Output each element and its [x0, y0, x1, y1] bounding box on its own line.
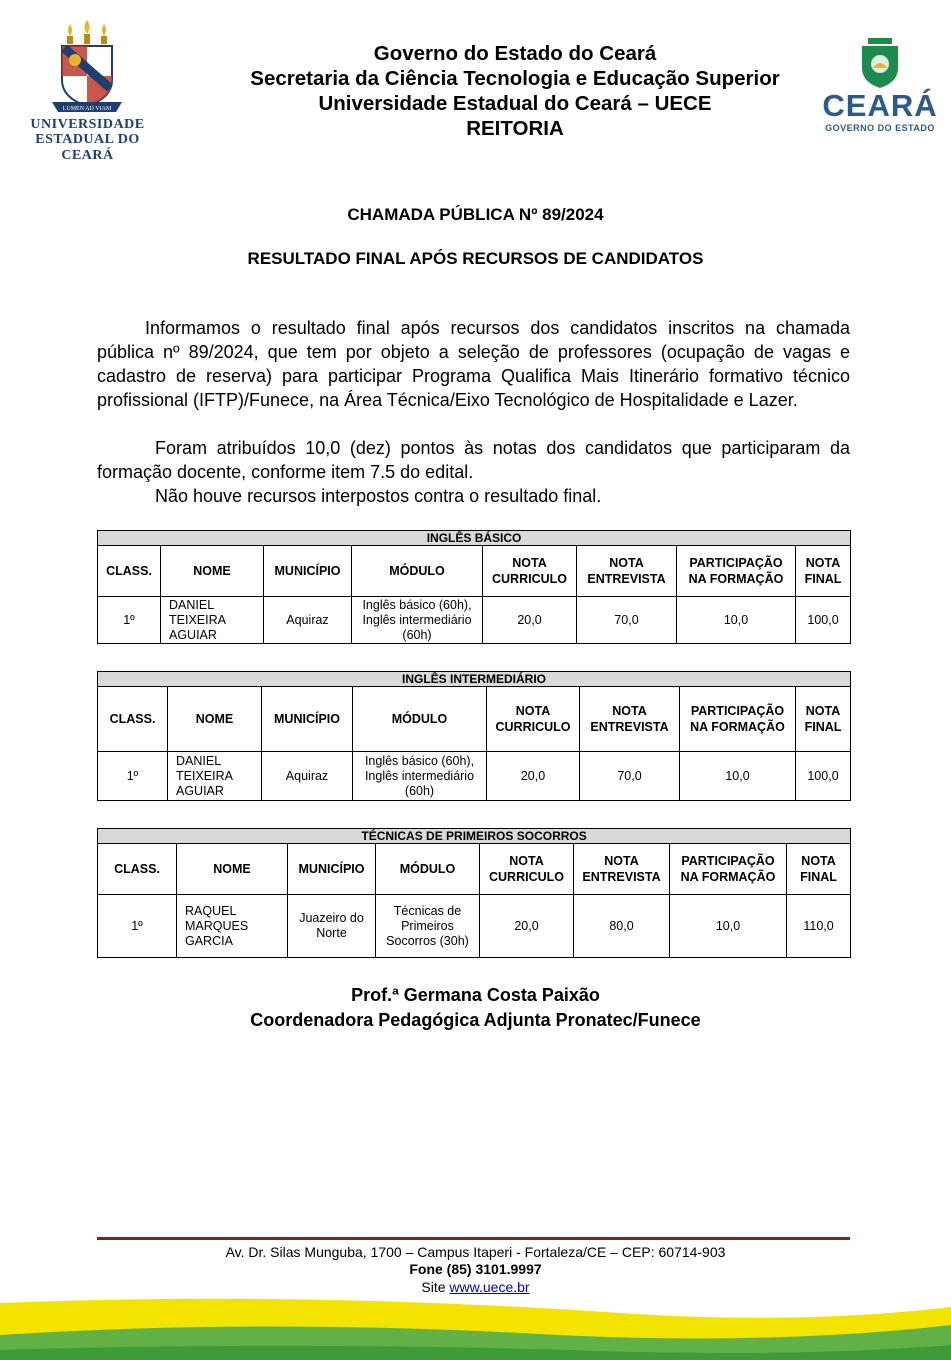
cell-municipality: Juazeiro do Norte	[288, 895, 376, 958]
col-header-training-participation: PARTICIPAÇÃO NA FORMAÇÃO	[670, 844, 787, 895]
col-header-name: NOME	[168, 687, 262, 752]
col-header-interview-grade: NOTA ENTREVISTA	[577, 546, 677, 597]
cell-module: Inglês básico (60h), Inglês intermediário (60h)	[352, 597, 483, 644]
header-rectory: REITORIA	[466, 117, 564, 140]
cell-curriculum-grade: 20,0	[487, 752, 580, 801]
call-title: CHAMADA PÚBLICA Nº 89/2024	[347, 205, 604, 224]
cell-module: Inglês básico (60h), Inglês intermediário (60h)	[353, 752, 487, 801]
header-government: Governo do Estado do Ceará	[373, 42, 657, 65]
col-header-municipality: MUNICÍPIO	[288, 844, 376, 895]
cell-class: 1º	[98, 752, 168, 801]
cell-class: 1º	[98, 597, 161, 644]
cell-interview-grade: 70,0	[577, 597, 677, 644]
footer-site-label: Site	[421, 1279, 446, 1295]
cell-name: DANIEL TEIXEIRA AGUIAR	[168, 752, 262, 801]
table-row	[98, 597, 851, 644]
table-row	[98, 895, 851, 958]
result-title: RESULTADO FINAL APÓS RECURSOS DE CANDIDATOS	[247, 249, 704, 268]
header-secretariat: Secretaria da Ciência Tecnologia e Educação Superior	[250, 67, 780, 90]
table-row	[98, 752, 851, 801]
paragraph-intro: Informamos o resultado final após recursos dos candidatos inscritos na chamada pública nº 89/2024, que tem por objeto a seleção de professores (ocupação de vagas e cadastro de reserva) para participar Programa Qualifica Mais Itinerário formativo técnico profissional (IFTP)/Funece, na Área Técnica/Eixo Tecnológico de Hospitalidade e Lazer.	[97, 318, 850, 410]
col-header-interview-grade: NOTA ENTREVISTA	[580, 687, 680, 752]
col-header-municipality: MUNICÍPIO	[264, 546, 352, 597]
cell-interview-grade: 80,0	[574, 895, 670, 958]
col-header-curriculum-grade: NOTA CURRICULO	[487, 687, 580, 752]
cell-curriculum-grade: 20,0	[480, 895, 574, 958]
col-header-module: MÓDULO	[352, 546, 483, 597]
col-header-final-grade: NOTA FINAL	[796, 687, 851, 752]
results-table-ingles-basico	[97, 530, 851, 644]
col-header-name: NOME	[161, 546, 264, 597]
cell-municipality: Aquiraz	[262, 752, 353, 801]
ceara-shield-icon	[815, 36, 945, 88]
col-header-training-participation: PARTICIPAÇÃO NA FORMAÇÃO	[680, 687, 796, 752]
col-header-curriculum-grade: NOTA CURRICULO	[483, 546, 577, 597]
cell-final-grade: 110,0	[787, 895, 851, 958]
uece-name-line2: ESTADUAL DO CEARÁ	[35, 132, 140, 163]
col-header-class: CLASS.	[98, 844, 177, 895]
paragraph-points: Foram atribuídos 10,0 (dez) pontos às notas dos candidatos que participaram da formação docente, conforme item 7.5 do edital.	[97, 438, 850, 482]
footer-site	[0, 1279, 951, 1295]
signature-role: Coordenadora Pedagógica Adjunta Pronatec/Funece	[250, 1010, 701, 1030]
footer-site-link[interactable]: www.uece.br	[449, 1279, 530, 1295]
col-header-name: NOME	[177, 844, 288, 895]
signature-name: Prof.ª Germana Costa Paixão	[351, 985, 600, 1005]
table-group-title: INGLÊS BÁSICO	[98, 531, 851, 546]
col-header-module: MÓDULO	[376, 844, 480, 895]
cell-final-grade: 100,0	[796, 597, 851, 644]
col-header-curriculum-grade: NOTA CURRICULO	[480, 844, 574, 895]
cell-municipality: Aquiraz	[264, 597, 352, 644]
ceara-government-logo	[815, 36, 945, 136]
col-header-class: CLASS.	[98, 546, 161, 597]
table-group-title: INGLÊS INTERMEDIÁRIO	[98, 672, 851, 687]
cell-name: RAQUEL MARQUES GARCIA	[177, 895, 288, 958]
svg-text:LUMEN AD VIAM: LUMEN AD VIAM	[62, 106, 112, 112]
cell-interview-grade: 70,0	[580, 752, 680, 801]
results-table-ingles-intermediario	[97, 671, 851, 801]
footer-address: Av. Dr. Silas Munguba, 1700 – Campus Itaperi - Fortaleza/CE – CEP: 60714-903	[225, 1244, 726, 1260]
cell-training-participation: 10,0	[677, 597, 796, 644]
footer-phone: Fone (85) 3101.9997	[409, 1261, 542, 1277]
col-header-training-participation: PARTICIPAÇÃO NA FORMAÇÃO	[677, 546, 796, 597]
table-group-title: TÉCNICAS DE PRIMEIROS SOCORROS	[98, 829, 851, 844]
uece-name-line1: UNIVERSIDADE	[30, 117, 145, 132]
cell-module: Técnicas de Primeiros Socorros (30h)	[376, 895, 480, 958]
header-university: Universidade Estadual do Ceará – UECE	[318, 92, 712, 115]
decorative-bottom-band	[0, 1295, 951, 1360]
cell-final-grade: 100,0	[796, 752, 851, 801]
col-header-final-grade: NOTA FINAL	[787, 844, 851, 895]
cell-training-participation: 10,0	[680, 752, 796, 801]
col-header-final-grade: NOTA FINAL	[796, 546, 851, 597]
paragraph-no-appeals: Não houve recursos interpostos contra o resultado final.	[155, 486, 602, 506]
col-header-class: CLASS.	[98, 687, 168, 752]
col-header-interview-grade: NOTA ENTREVISTA	[574, 844, 670, 895]
footer-rule	[97, 1237, 850, 1240]
cell-name: DANIEL TEIXEIRA AGUIAR	[161, 597, 264, 644]
col-header-module: MÓDULO	[353, 687, 487, 752]
ceara-subtitle: GOVERNO DO ESTADO	[825, 123, 935, 133]
cell-class: 1º	[98, 895, 177, 958]
ceara-wordmark: CEARÁ	[822, 88, 938, 123]
results-table-primeiros-socorros	[97, 828, 851, 958]
col-header-municipality: MUNICÍPIO	[262, 687, 353, 752]
cell-training-participation: 10,0	[670, 895, 787, 958]
cell-curriculum-grade: 20,0	[483, 597, 577, 644]
